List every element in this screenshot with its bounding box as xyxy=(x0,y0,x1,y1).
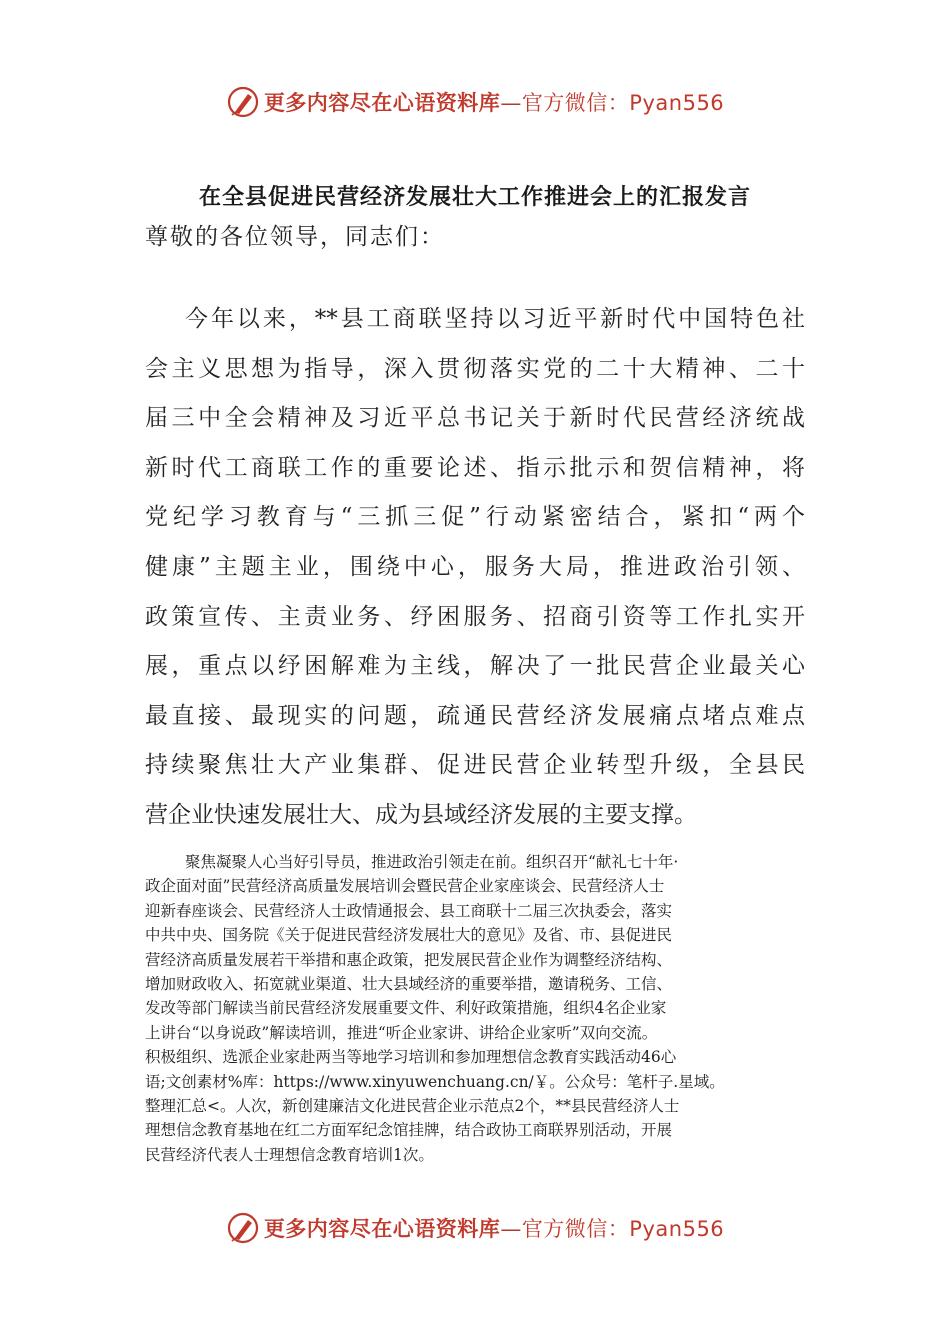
pen-circle-logo-icon xyxy=(226,1211,260,1245)
footer-banner-text xyxy=(264,1213,724,1243)
paragraph-2-line: 上讲台“以身说政”解读培训，推进“听企业家讲、讲给企业家听”双向交流。 xyxy=(145,1023,658,1042)
footer-banner-sep: — xyxy=(500,1217,522,1241)
paragraph-1-line: 今年以来，**县工商联坚持以习近平新时代中国特色社 xyxy=(185,306,805,332)
pen-circle-logo-icon xyxy=(226,85,260,119)
paragraph-1 xyxy=(145,295,805,841)
paragraph-1-line: 持续聚焦壮大产业集群、促进民营企业转型升级，全县民 xyxy=(145,752,805,779)
paragraph-1-line: 最直接、最现实的问题，疏通民营经济发展痛点堵点难点 xyxy=(145,702,805,729)
paragraph-2-line: 民营经济代表人士理想信念教育培训1次。 xyxy=(145,1145,434,1164)
paragraph-1-line: 会主义思想为指导，深入贯彻落实党的二十大精神、二十 xyxy=(145,355,805,382)
paragraph-1-line: 展，重点以纾困解难为主线，解决了一批民营企业最关心 xyxy=(145,653,805,680)
paragraph-2-line: 政企面对面”民营经济高质量发展培训会暨民营企业家座谈会、民营经济人士 xyxy=(145,877,665,896)
paragraph-1-line: 党纪学习教育与“三抓三促”行动紧密结合，紧扣“两个 xyxy=(145,504,805,531)
footer-banner-wechat: 官方微信：Pyan556 xyxy=(521,1217,725,1241)
paragraph-2-line: 语;文创素材%库：https://www.xinyuwenchuang.cn/￥。公众号：笔杆子.星域。 xyxy=(145,1072,725,1091)
paragraph-2-line: 增加财政收入、拓宽就业渠道、壮大县域经济的重要举措，邀请税务、工信、 xyxy=(145,974,673,993)
paragraph-2-line: 积极组织、选派企业家赴两当等地学习培训和参加理想信念教育实践活动46心 xyxy=(145,1048,677,1067)
paragraph-2-line: 迎新春座谈会、民营经济人士政情通报会、县工商联十二届三次执委会，落实 xyxy=(145,901,673,920)
salutation: 尊敬的各位领导，同志们： xyxy=(145,224,445,250)
header-banner xyxy=(0,80,950,124)
paragraph-2 xyxy=(145,850,805,1167)
paragraph-2-line: 中共中央、国务院《关于促进民营经济发展壮大的意见》及省、市、县促进民 xyxy=(145,926,673,945)
paragraph-2-line: 理想信念教育基地在红二方面军纪念馆挂牌，结合政协工商联界别活动，开展 xyxy=(145,1121,673,1140)
paragraph-2-line: 聚焦凝聚人心当好引导员，推进政治引领走在前。组织召开“献礼七十年· xyxy=(185,853,679,871)
paragraph-1-line: 届三中全会精神及习近平总书记关于新时代民营经济统战 xyxy=(145,405,805,432)
paragraph-1-line: 健康”主题主业，围绕中心，服务大局，推进政治引领、 xyxy=(145,553,805,580)
footer-banner-main: 更多内容尽在心语资料库 xyxy=(263,1217,501,1241)
paragraph-2-line: 营经济高质量发展若干举措和惠企政策，把发展民营企业作为调整经济结构、 xyxy=(145,950,673,969)
paragraph-1-line: 政策宣传、主责业务、纾困服务、招商引资等工作扎实开 xyxy=(145,603,805,630)
paragraph-1-line: 新时代工商联工作的重要论述、指示批示和贺信精神，将 xyxy=(145,454,805,481)
document-title: 在全县促进民营经济发展壮大工作推进会上的汇报发言 xyxy=(198,185,751,210)
header-banner-sep: — xyxy=(500,91,522,115)
paragraph-1-line: 营企业快速发展壮大、成为县域经济发展的主要支撑。 xyxy=(145,801,697,828)
header-banner-wechat: 官方微信：Pyan556 xyxy=(521,91,725,115)
paragraph-2-line: 发改等部门解读当前民营经济发展重要文件、利好政策措施，组织4名企业家 xyxy=(145,999,667,1018)
paragraph-2-line: 整理汇总<。人次，新创建廉洁文化进民营企业示范点2个，**县民营经济人士 xyxy=(145,1096,680,1115)
header-banner-text xyxy=(264,87,724,117)
footer-banner xyxy=(0,1206,950,1250)
header-banner-main: 更多内容尽在心语资料库 xyxy=(263,91,501,115)
